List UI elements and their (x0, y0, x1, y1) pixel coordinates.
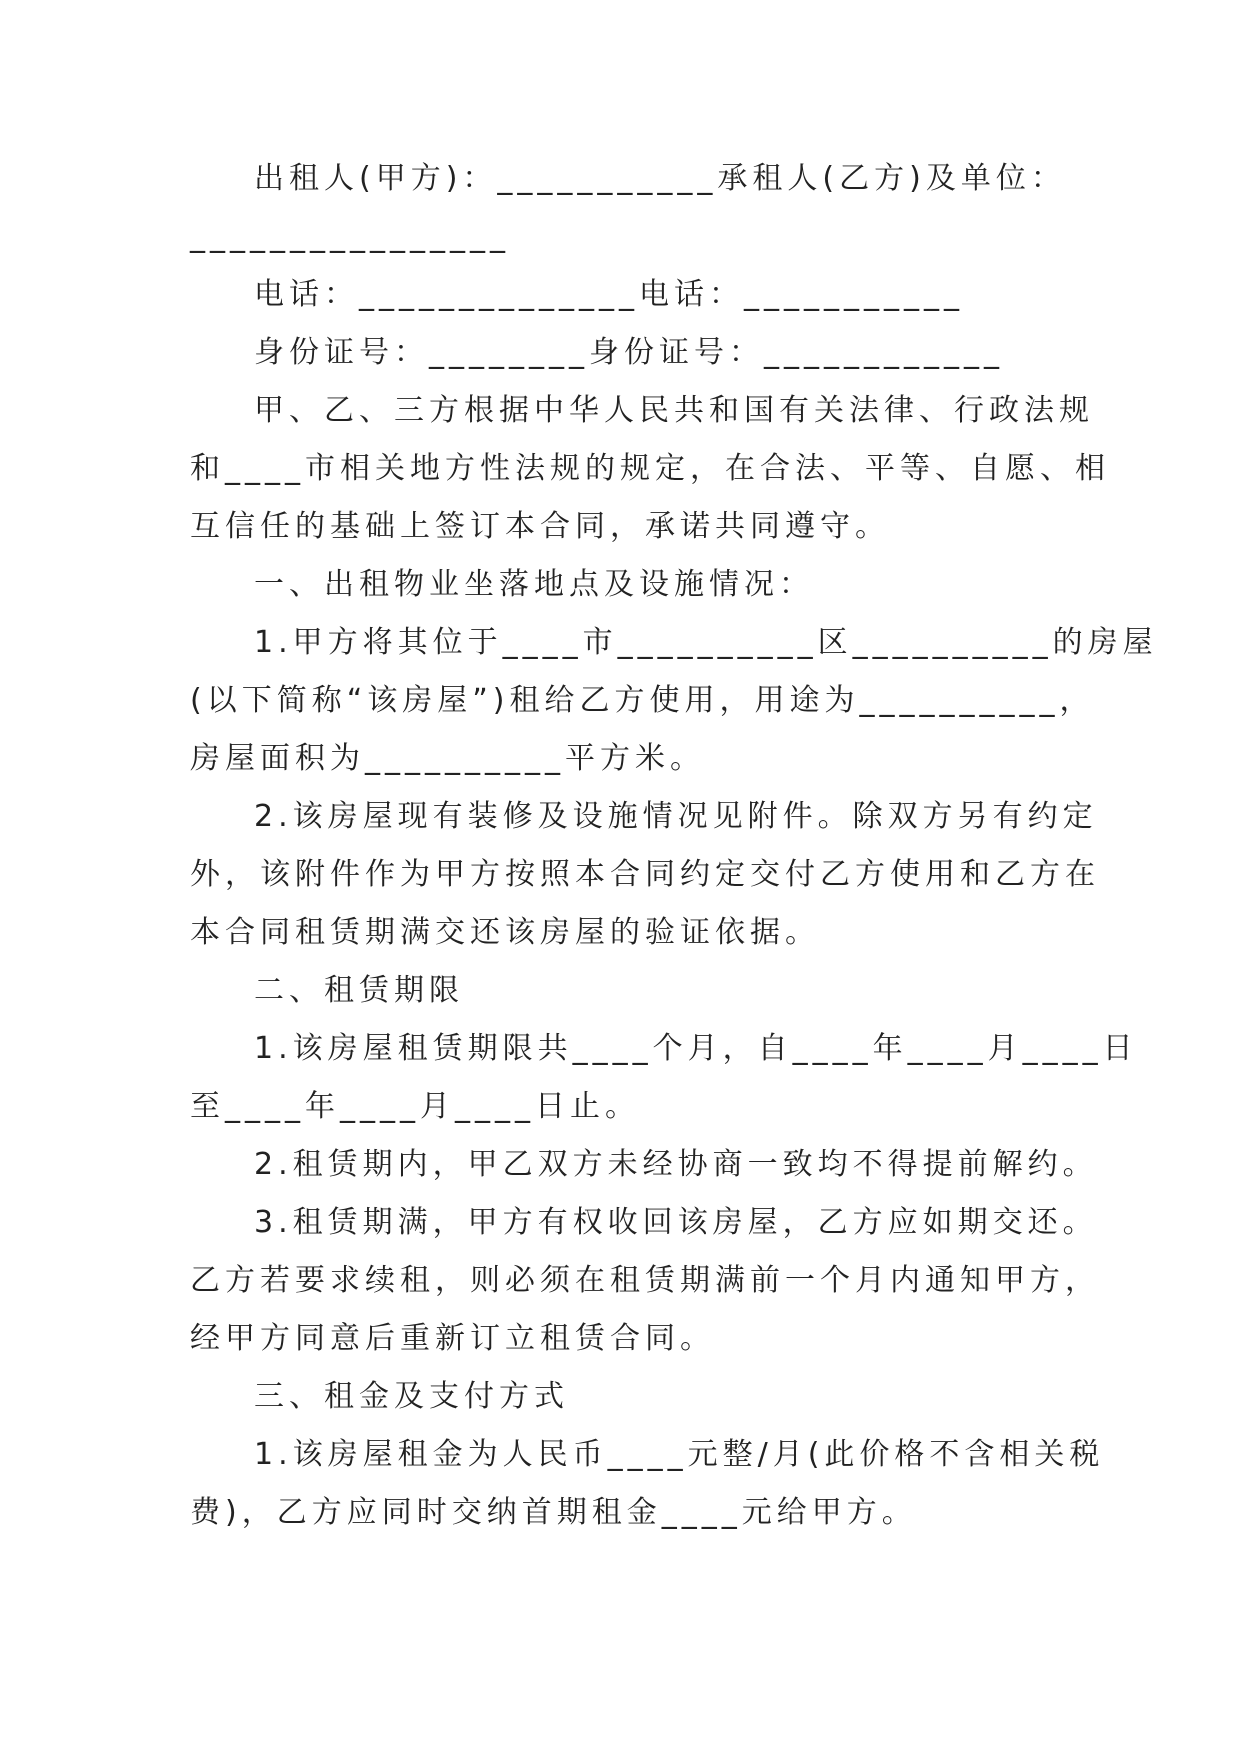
clause-1-2-line-3: 本合同租赁期满交还该房屋的验证依据。 (190, 915, 820, 950)
line-lessor-lessee: 出租人(甲方)：___________承租人(乙方)及单位： (254, 161, 1066, 196)
line-preamble-2: 和____市相关地方性法规的规定，在合法、平等、自愿、相 (190, 451, 1110, 486)
clause-2-2: 2.租赁期内，甲乙双方未经协商一致均不得提前解约。 (254, 1147, 1098, 1182)
line-lessee-unit-blank: ________________ (190, 219, 510, 254)
line-preamble-3: 互信任的基础上签订本合同，承诺共同遵守。 (190, 509, 890, 544)
line-preamble-1: 甲、乙、三方根据中华人民共和国有关法律、行政法规 (254, 393, 1094, 428)
clause-1-2-line-2: 外，该附件作为甲方按照本合同约定交付乙方使用和乙方在 (190, 857, 1100, 892)
clause-1-1-line-1: 1.甲方将其位于____市__________区__________的房屋 (254, 625, 1158, 660)
clause-2-1-line-1: 1.该房屋租赁期限共____个月，自____年____月____日 (254, 1031, 1138, 1066)
clause-2-3-line-3: 经甲方同意后重新订立租赁合同。 (190, 1321, 715, 1356)
clause-2-3-line-1: 3.租赁期满，甲方有权收回该房屋，乙方应如期交还。 (254, 1205, 1098, 1240)
clause-1-2-line-1: 2.该房屋现有装修及设施情况见附件。除双方另有约定 (254, 799, 1098, 834)
section-heading-1: 一、出租物业坐落地点及设施情况： (254, 567, 814, 602)
clause-3-1-line-1: 1.该房屋租金为人民币____元整/月(此价格不含相关税 (254, 1437, 1105, 1472)
clause-3-1-line-2: 费)，乙方应同时交纳首期租金____元给甲方。 (190, 1495, 917, 1530)
clause-2-1-line-2: 至____年____月____日止。 (190, 1089, 640, 1124)
clause-1-1-line-2: (以下简称“该房屋”)租给乙方使用，用途为__________， (190, 683, 1095, 718)
line-id-number: 身份证号：________身份证号：____________ (254, 335, 1004, 370)
section-heading-2: 二、租赁期限 (254, 973, 464, 1008)
clause-2-3-line-2: 乙方若要求续租，则必须在租赁期满前一个月内通知甲方， (190, 1263, 1100, 1298)
line-phone: 电话：______________电话：___________ (254, 277, 964, 312)
clause-1-1-line-3: 房屋面积为__________平方米。 (190, 741, 705, 776)
section-heading-3: 三、租金及支付方式 (254, 1379, 569, 1414)
